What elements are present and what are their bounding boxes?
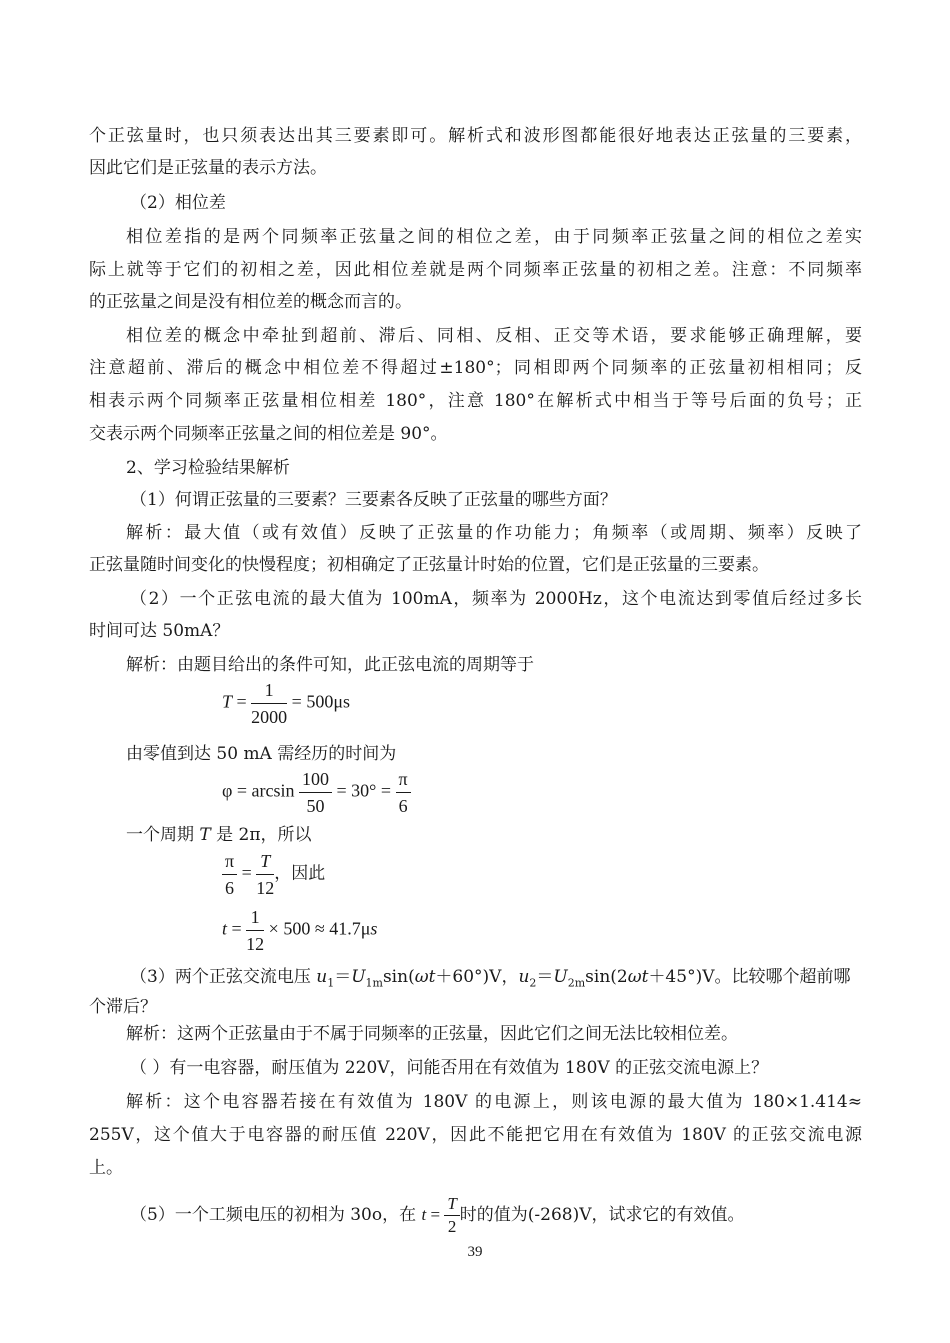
fraction-denominator: 2 <box>447 1217 457 1236</box>
answer-2-intro: 解析：由题目给出的条件可知，此正弦电流的周期等于 <box>126 655 534 675</box>
fraction <box>222 848 237 901</box>
fraction-denominator: 6 <box>225 878 235 898</box>
answer-2-text <box>126 823 312 847</box>
text-run: 时的值为(-268)V，试求它的有效值。 <box>459 1205 745 1225</box>
fraction <box>246 904 264 957</box>
question-4: （ ）有一电容器，耐压值为 220V，问能否用在有效值为 180V 的正弦交流电源上？ <box>130 1058 769 1078</box>
fraction-numerator: T <box>444 1193 459 1216</box>
eq-middle: = 30° = <box>332 780 396 801</box>
text-run: （3）两个正弦交流电压 <box>130 967 317 987</box>
text-run: ＝ <box>334 967 352 987</box>
text-symbol: T <box>199 825 211 845</box>
paragraph-line: 注意超前、滞后的概念中相位差不得超过±180°；同相即两个同频率的正弦量初相相同；反 <box>89 358 862 378</box>
answer-4-line: 解析：这个电容器若接在有效值为 180V 的电源上，则该电源的最大值为 180×1.414≈ <box>126 1092 862 1112</box>
text-run: 是 2π，所以 <box>210 825 312 845</box>
equation-phase <box>222 766 411 819</box>
text-symbol: t <box>421 1205 427 1224</box>
fraction-numerator: π <box>396 766 411 793</box>
text-run: sin(2 <box>585 967 628 987</box>
fraction-denominator: 50 <box>306 796 325 816</box>
text-run: sin( <box>382 967 415 987</box>
answer-3: 解析：这两个正弦量由于不属于同频率的正弦量，因此它们之间无法比较相位差。 <box>126 1024 738 1044</box>
question-3-line: 个滞后？ <box>89 997 157 1017</box>
text-symbol: ωt <box>414 967 436 987</box>
equation-ratio <box>222 848 325 901</box>
eq-symbol: t <box>222 918 228 939</box>
text-subscript: 1 <box>327 976 335 990</box>
fraction <box>256 848 274 901</box>
text-symbol: U <box>553 967 568 987</box>
paragraph-line: 际上就等于它们的初相之差，因此相位差就是两个同频率正弦量的初相之差。注意：不同频率 <box>89 260 862 280</box>
text-symbol: u <box>518 967 530 987</box>
text-symbol: u <box>316 967 328 987</box>
section-heading-check-results: 2、学习检验结果解析 <box>126 458 290 478</box>
question-1: （1）何谓正弦量的三要素？三要素各反映了正弦量的哪些方面？ <box>130 490 617 510</box>
eq-unit: s <box>370 918 378 939</box>
page-number: 39 <box>467 1244 483 1260</box>
text-run: ＝ <box>536 967 554 987</box>
eq-result: = 500μs <box>287 691 350 712</box>
fraction-numerator: π <box>222 848 237 875</box>
fraction-numerator: 1 <box>251 677 287 704</box>
question-3-line <box>130 965 850 995</box>
fraction-denominator: 6 <box>398 796 408 816</box>
text-run: ＋60°)V， <box>435 967 519 987</box>
fraction-numerator: T <box>256 848 274 875</box>
eq-symbol: T <box>222 691 233 712</box>
eq-operator: = <box>237 862 257 883</box>
fraction <box>299 766 332 819</box>
text-symbol: ωt <box>627 967 649 987</box>
question-5 <box>130 1191 745 1239</box>
fraction-numerator: 1 <box>246 904 264 931</box>
section-heading-phase-difference: （2）相位差 <box>130 193 226 213</box>
eq-lhs: φ = arcsin <box>222 780 300 801</box>
answer-1-line: 解析：最大值（或有效值）反映了正弦量的作功能力；角频率（或周期、频率）反映了 <box>126 523 862 543</box>
question-2-line: （2）一个正弦电流的最大值为 100mA，频率为 2000Hz，这个电流达到零值后经过多长 <box>130 589 862 609</box>
answer-1-line: 正弦量随时间变化的快慢程度；初相确定了正弦量计时始的位置，它们是正弦量的三要素。 <box>89 555 769 575</box>
fraction-denominator: 12 <box>246 934 265 954</box>
paragraph-line: 的正弦量之间是没有相位差的概念而言的。 <box>89 292 412 312</box>
eq-operator: = <box>232 691 252 712</box>
text-run: = <box>426 1205 445 1224</box>
fraction <box>396 766 411 819</box>
fraction <box>444 1193 459 1238</box>
text-subscript: 2m <box>567 976 586 990</box>
fraction-numerator: 100 <box>299 766 332 793</box>
paragraph-line: 交表示两个同频率正弦量之间的相位差是 90°。 <box>89 424 448 444</box>
text-run: （5）一个工频电压的初相为 30o，在 <box>130 1205 422 1225</box>
text-symbol: U <box>351 967 366 987</box>
text-subscript: 2 <box>529 976 537 990</box>
paragraph-line: 相位差指的是两个同频率正弦量之间的相位之差，由于同频率正弦量之间的相位之差实 <box>126 227 862 247</box>
text-run: ＋45°)V。比较哪个超前哪 <box>648 967 851 987</box>
paragraph-line: 相位差的概念中牵扯到超前、滞后、同相、反相、正交等术语，要求能够正确理解，要 <box>126 326 862 346</box>
eq-operator: = <box>227 918 247 939</box>
equation-period <box>222 677 350 730</box>
equation-time <box>222 904 377 957</box>
paragraph-line: 因此它们是正弦量的表示方法。 <box>89 158 327 178</box>
text-run: 一个周期 <box>126 825 200 845</box>
answer-4-line: 255V，这个值大于电容器的耐压值 220V，因此不能把它用在有效值为 180V 的正弦交流电源 <box>89 1125 862 1145</box>
eq-result: × 500 ≈ 41.7μ <box>264 918 371 939</box>
eq-trailing-text: ，因此 <box>274 863 326 884</box>
paragraph-line: 个正弦量时，也只须表达出其三要素即可。解析式和波形图都能很好地表达正弦量的三要素， <box>89 126 862 146</box>
question-2-line: 时间可达 50mA？ <box>89 621 230 641</box>
fraction <box>251 677 287 730</box>
fraction-denominator: 2000 <box>251 707 288 727</box>
paragraph-line: 相表示两个同频率正弦量相位相差 180°，注意 180°在解析式中相当于等号后面的负号；正 <box>89 391 862 411</box>
answer-2-text: 由零值到达 50 mA 需经历的时间为 <box>126 744 397 764</box>
answer-4-line: 上。 <box>89 1158 123 1178</box>
text-subscript: 1m <box>365 976 383 990</box>
fraction-denominator: 12 <box>256 878 275 898</box>
